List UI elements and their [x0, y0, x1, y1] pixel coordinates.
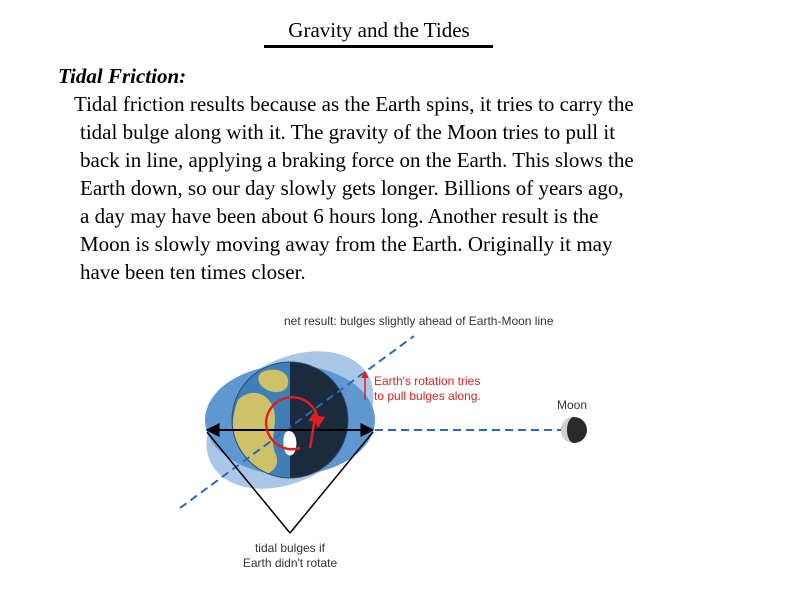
body-line: have been ten times closer. — [80, 260, 306, 284]
tidal-bulges-label-line2: Earth didn't rotate — [242, 556, 338, 570]
tidal-friction-diagram — [170, 305, 610, 580]
body-paragraph — [74, 90, 740, 286]
moon — [561, 417, 587, 443]
body-line: tidal bulge along with it. The gravity of the Moon tries to pull it — [80, 120, 616, 144]
body-line: back in line, applying a braking force on the Earth. This slows the — [80, 148, 634, 172]
body-line: a day may have been about 6 hours long. Another result is the — [80, 204, 599, 228]
moon-label: Moon — [557, 398, 588, 412]
net-result-label: net result: bulges slightly ahead of Earth-Moon line — [284, 314, 554, 328]
title-underline — [264, 45, 493, 48]
rotation-label-line1: Earth's rotation tries — [374, 374, 481, 388]
slide-title: Gravity and the Tides — [288, 18, 470, 42]
tidal-bulges-label-line1: tidal bulges if — [254, 541, 326, 555]
section-heading: Tidal Friction: — [58, 64, 187, 88]
body-line: Tidal friction results because as the Earth spins, it tries to carry the — [74, 92, 634, 116]
body-line: Moon is slowly moving away from the Earth. Originally it may — [80, 232, 613, 256]
body-line: Earth down, so our day slowly gets longer. Billions of years ago, — [80, 176, 624, 200]
rotation-label-line2: to pull bulges along. — [374, 389, 481, 403]
